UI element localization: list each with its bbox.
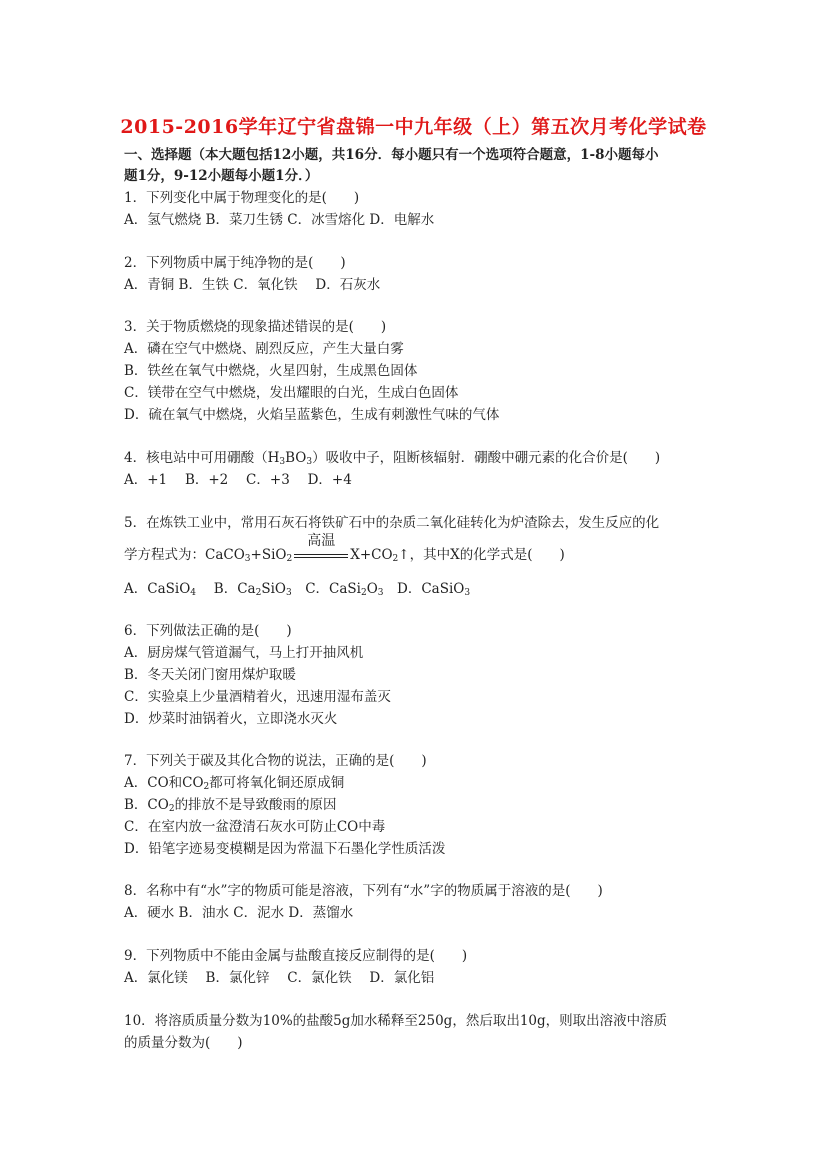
question-6-option-a: A．厨房煤气管道漏气，马上打开抽风机 (124, 645, 364, 661)
section-heading-line-1: 一、选择题（本大题包括12小题，共16分．每小题只有一个选项符合题意，1-8小题每小 (124, 147, 659, 163)
question-9-stem: 9．下列物质中不能由金属与盐酸直接反应制得的是( ) (124, 948, 468, 964)
question-7-option-d: D．铅笔字迹易变模糊是因为常温下石墨化学性质活泼 (124, 841, 446, 857)
exam-title: 2015-2016学年辽宁省盘锦一中九年级（上）第五次月考化学试卷 (120, 116, 707, 138)
question-4-stem: 4．核电站中可用硼酸$(H_3BO_3)$吸收中子，阻断核辐射．硼酸中硼元素的化合价是( ) (124, 450, 661, 467)
question-8-stem: 8．名称中有“水”字的物质可能是溶液，下列有“水”字的物质属于溶液的是( ) (124, 883, 603, 899)
question-3-option-b: B．铁丝在氧气中燃烧，火星四射，生成黑色固体 (124, 363, 418, 379)
question-7-option-a: A．CO和$CO_2$都可将氧化铜还原成铜 (124, 775, 345, 792)
question-2-options: A．青铜 B．生铁 C．氧化铁 D．石灰水 (124, 277, 381, 293)
question-8-options: A．硬水 B．油水 C．泥水 D．蒸馏水 (124, 905, 354, 921)
question-9-options: A．氯化镁 B．氯化锌 C．氯化铁 D．氯化铝 (124, 970, 435, 986)
reaction-arrow (294, 532, 348, 563)
question-3 (124, 316, 724, 426)
question-3-stem: 3．关于物质燃烧的现象描述错误的是( ) (124, 319, 387, 335)
question-9 (124, 945, 724, 989)
question-3-option-d: D．硫在氧气中燃烧，火焰呈蓝紫色，生成有刺激性气味的气体 (124, 407, 500, 423)
reaction-condition: 高温 (307, 532, 336, 549)
question-10-line-2: 的质量分数为( ) (124, 1035, 243, 1051)
question-6-stem: 6．下列做法正确的是( ) (124, 623, 292, 639)
question-3-option-c: C．镁带在空气中燃烧，发出耀眼的白光，生成白色固体 (124, 385, 459, 401)
question-8 (124, 880, 724, 924)
question-7-stem: 7．下列关于碳及其化合物的说法，正确的是( ) (124, 753, 427, 769)
question-5-equation-line: 学方程式为：CaCO$_3$+SiO$_2$ 高温 $X+CO_2↑$，其中X的化学式是( ) (124, 544, 724, 566)
question-4 (124, 447, 724, 491)
section-heading-line-2: 题1分，9-12小题每小题1分．） (124, 168, 319, 184)
question-10 (124, 1010, 724, 1054)
question-7-option-c: C．在室内放一盆澄清石灰水可防止CO中毒 (124, 819, 386, 835)
question-5-options: A．CaSiO$_4$ B．$Ca_2SiO_3$ C．$CaSi_2O_3$ D．CaSiO$_3$ (124, 581, 471, 598)
question-6 (124, 620, 724, 730)
question-1 (124, 187, 724, 231)
question-1-stem: 1．下列变化中属于物理变化的是( ) (124, 190, 360, 206)
question-5 (124, 512, 724, 600)
question-5-line-1: 5．在炼铁工业中，常用石灰石将铁矿石中的杂质二氧化硅转化为炉渣除去，发生反应的化 (124, 515, 660, 531)
question-10-line-1: 10．将溶质质量分数为10%的盐酸5g加水稀释至250g，然后取出10g，则取出溶液中溶质 (124, 1013, 668, 1029)
question-7 (124, 750, 724, 860)
question-3-option-a: A．磷在空气中燃烧、剧烈反应，产生大量白雾 (124, 341, 404, 357)
question-6-option-c: C．实验桌上少量酒精着火，迅速用湿布盖灭 (124, 689, 391, 705)
question-4-options: A．+1 B．+2 C．+3 D．+4 (124, 472, 352, 488)
question-2-stem: 2．下列物质中属于纯净物的是( ) (124, 255, 346, 271)
section-heading (124, 145, 714, 187)
question-1-options: A．氢气燃烧 B．菜刀生锈 C．冰雪熔化 D．电解水 (124, 212, 435, 228)
question-6-option-b: B．冬天关闭门窗用煤炉取暖 (124, 667, 296, 683)
question-7-option-b: B．$CO_2$的排放不是导致酸雨的原因 (124, 797, 337, 814)
question-6-option-d: D．炒菜时油锅着火，立即浇水灭火 (124, 711, 338, 727)
question-2 (124, 252, 724, 296)
